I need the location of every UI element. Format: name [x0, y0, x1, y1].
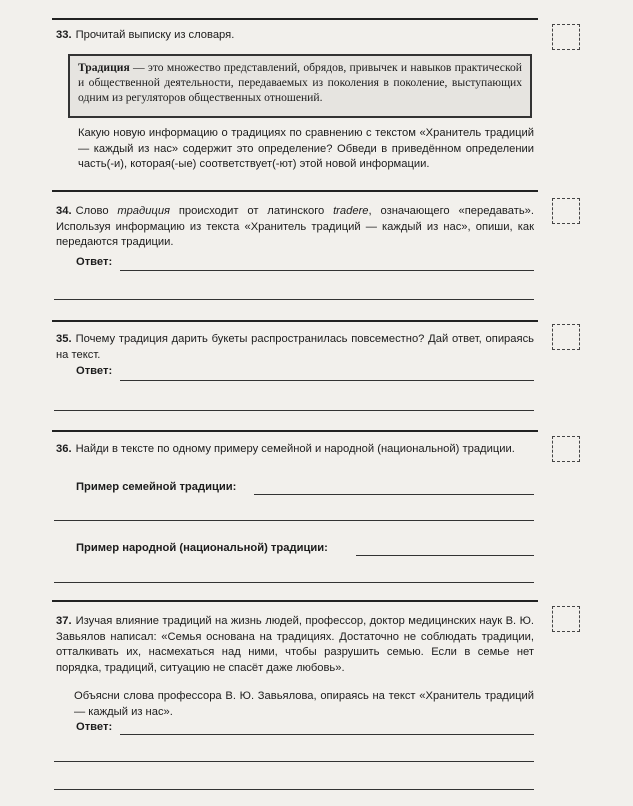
family-tradition-label: Пример семейной традиции:: [76, 481, 237, 493]
answer-line[interactable]: [356, 555, 534, 556]
folk-tradition-label: Пример народной (национальной) традиции:: [76, 542, 328, 554]
question-text: Почему традиция дарить букеты распространилась повсеместно? Дай ответ, опираясь на текст.: [56, 333, 534, 361]
answer-line[interactable]: [54, 410, 534, 411]
score-box-34[interactable]: [552, 198, 580, 224]
question-number: 36.: [56, 443, 72, 455]
text-italic-word: традиция: [117, 205, 171, 217]
question-34-text: [56, 204, 534, 251]
question-text: Изучая влияние традиций на жизнь людей, профессор, доктор медицинских наук В. Ю. Завьялов написал: «Семья основана на традициях. Достаточно не соблюдать традиции, отталкивать их, насмехаться над ними, чтобы разрушить семью. Если в семье нет порядка, традиций, ситуацию не спасёт даже любовь».: [56, 615, 534, 674]
answer-line[interactable]: [120, 734, 534, 735]
section-divider: [52, 320, 538, 322]
dictionary-definition-box: [68, 54, 532, 118]
question-37-text: [56, 614, 534, 676]
definition-body: — это множество представлений, обрядов, привычек и навыков практической и общественной деятельности, передаваемых из поколения в поколение, выступающих одним из регуляторов общественных отношений.: [78, 61, 522, 104]
text-part: происходит от латинского: [170, 205, 334, 217]
question-35-text: [56, 332, 534, 363]
answer-line[interactable]: [54, 520, 534, 521]
question-33-text: Какую новую информацию о традициях по сравнению с текстом «Хранитель традиций — каждый из нас» содержит это определение? Обведи в приведённом определении часть(-и), которая(-ые) соответствует(-ют) этой новой информации.: [78, 127, 534, 170]
answer-line[interactable]: [54, 789, 534, 790]
text-latin-word: tradere: [333, 205, 369, 217]
answer-label: Ответ:: [76, 256, 113, 268]
answer-line[interactable]: [120, 380, 534, 381]
answer-line[interactable]: [120, 270, 534, 271]
answer-line[interactable]: [54, 582, 534, 583]
question-36-text: [56, 442, 534, 458]
section-divider: [52, 430, 538, 432]
question-number: 37.: [56, 615, 72, 627]
question-number: 35.: [56, 333, 72, 345]
definition-term: Традиция: [78, 61, 130, 74]
question-text: Найди в тексте по одному примеру семейной и народной (национальной) традиции.: [75, 443, 515, 455]
question-37-task: Объясни слова профессора В. Ю. Завьялова, опираясь на текст «Хранитель традиций — каждый из нас».: [74, 690, 534, 718]
answer-line[interactable]: [254, 494, 534, 495]
answer-line[interactable]: [54, 299, 534, 300]
answer-line[interactable]: [54, 761, 534, 762]
score-box-37[interactable]: [552, 606, 580, 632]
text-part: Слово: [75, 205, 118, 217]
score-box-33[interactable]: [552, 24, 580, 50]
section-divider: [52, 190, 538, 192]
section-divider: [52, 600, 538, 602]
text-part: , означающего «передавать». Используя информацию из текста «Хранитель традиций — каждый из нас», опиши, как передаются традиции.: [56, 205, 534, 248]
score-box-36[interactable]: [552, 436, 580, 462]
score-box-35[interactable]: [552, 324, 580, 350]
question-33-prompt: [56, 28, 534, 44]
answer-label: Ответ:: [76, 365, 113, 377]
section-divider: [52, 18, 538, 20]
question-number: 33.: [56, 29, 72, 41]
question-text: Прочитай выписку из словаря.: [75, 29, 235, 41]
answer-label: Ответ:: [76, 721, 113, 733]
question-number: 34.: [56, 205, 72, 217]
